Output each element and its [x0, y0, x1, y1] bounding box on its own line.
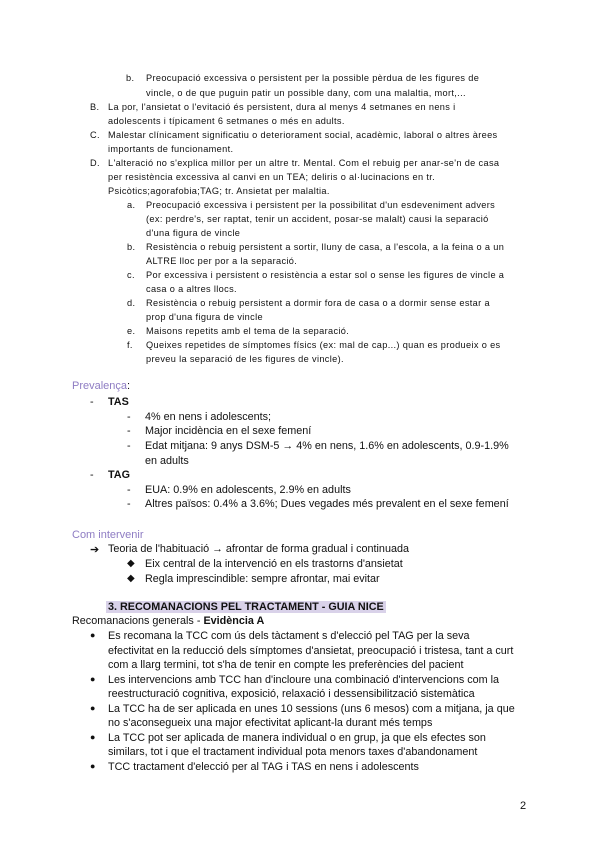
criterion-text: vincle, o de que puguin patir un possible dany, com una malaltia, mort,...	[146, 88, 466, 98]
criterion-text: adolescents i típicament 6 setmanes o més en adults.	[108, 116, 345, 126]
tas-label: TAS	[108, 396, 129, 408]
list-marker: D.	[90, 158, 100, 168]
criterion-text: casa o a altres llocs.	[146, 284, 237, 294]
prevalenca-heading: Prevalença:	[72, 380, 131, 392]
dash-marker: -	[127, 484, 131, 496]
bullet-marker: ●	[90, 674, 96, 684]
list-marker: b.	[126, 73, 135, 83]
list-marker: C.	[90, 130, 100, 140]
list-item: Les intervencions amb TCC han d'incloure una combinació d'intervencions com la	[108, 674, 500, 686]
recomanacions-subheading: Recomanacions generals - Evidència A	[72, 615, 265, 627]
list-item: Edat mitjana: 9 anys DSM-5 → 4% en nens, 1.6% en adolescents, 0.9-1.9%	[145, 440, 509, 452]
dash-marker: -	[127, 498, 131, 510]
list-item: Teoria de l'habituació → afrontar de forma gradual i continuada	[108, 543, 409, 555]
list-marker: c.	[127, 270, 135, 280]
list-item: Regla imprescindible: sempre afrontar, mai evitar	[145, 573, 380, 585]
criterion-text: Resistència o rebuig persistent a dormir fora de casa o a dormir sense estar a	[146, 298, 490, 308]
page-number: 2	[520, 800, 527, 812]
criterion-text: L'alteració no s'explica millor per un altre tr. Mental. Com el rebuig per anar-se'n de casa	[108, 158, 500, 168]
list-item: Major incidència en el sexe femení	[145, 425, 312, 437]
criterion-text: Por excessiva i persistent o resistència a estar sol o sense les figures de vincle a	[146, 270, 505, 280]
list-item: en adults	[145, 455, 189, 467]
list-marker: f.	[127, 340, 133, 350]
list-marker: a.	[127, 200, 136, 210]
criterion-text: ALTRE lloc per por a la separació.	[146, 256, 298, 266]
criterion-text: Preocupació excessiva i persistent per la possibilitat d'un esdeveniment advers	[146, 200, 496, 210]
diamond-icon: ◆	[127, 573, 135, 584]
dash-marker: -	[127, 440, 131, 452]
criterion-text: Resistència o rebuig persistent a sortir, lluny de casa, a l'escola, a la feina o a un	[146, 242, 505, 252]
criterion-text: La por, l'ansietat o l'evitació és persistent, dura al menys 4 setmanes en nens i	[108, 102, 456, 112]
list-marker: B.	[90, 102, 100, 112]
list-item: similars, tot i que el tractament individual pota menors taxes d'abandonament	[108, 746, 478, 758]
dash-marker: -	[127, 411, 131, 423]
list-item: La TCC ha de ser aplicada en unes 10 sessions (uns 6 mesos) com a mitjana, ja que	[108, 703, 515, 715]
dash-marker: -	[127, 425, 131, 437]
bullet-marker: ●	[90, 732, 96, 742]
criterion-text: Preocupació excessiva o persistent per la possible pèrdua de les figures de	[146, 73, 480, 83]
diamond-icon: ◆	[127, 558, 135, 569]
dash-marker: -	[90, 469, 94, 481]
list-item: Eix central de la intervenció en els trastorns d'ansietat	[145, 558, 403, 570]
list-item: 4% en nens i adolescents;	[145, 411, 272, 423]
dash-marker: -	[90, 396, 94, 408]
intervenir-heading: Com intervenir	[72, 529, 144, 541]
list-item: reestructuració cognitiva, exposició, relaxació i dessensibilització sistemàtica	[108, 688, 475, 700]
criterion-text: (ex: perdre's, ser raptat, tenir un accident, posar-se malalt) causi la separació	[146, 214, 489, 224]
list-item: Es recomana la TCC com ús dels tàctament s d'elecció pel TAG per la seva	[108, 630, 470, 642]
criterion-text: Queixes repetides de símptomes físics (ex: mal de cap...) quan es produeix o es	[146, 340, 501, 350]
bullet-marker: ●	[90, 703, 96, 713]
bullet-marker: ●	[90, 761, 96, 771]
list-item: no s'aconsegueix una major efectivitat aplicant-la durant més temps	[108, 717, 433, 729]
list-item: efectivitat en la reducció dels símptomes d'ansietat, preocupació i tristesa, tant a curt	[108, 645, 514, 657]
list-item: Altres països: 0.4% a 3.6%; Dues vegades més prevalent en el sexe femení	[145, 498, 509, 510]
list-item: TCC tractament d'elecció per al TAG i TAS en nens i adolescents	[108, 761, 419, 773]
criterion-text: importants de funcionament.	[108, 144, 234, 154]
criterion-text: d'una figura de vincle	[146, 228, 241, 238]
list-marker: d.	[127, 298, 136, 308]
list-item: La TCC pot ser aplicada de manera individual o en grup, ja que els efectes son	[108, 732, 486, 744]
list-marker: b.	[127, 242, 136, 252]
criterion-text: preveu la separació de les figures de vincle).	[146, 354, 344, 364]
section-title: 3. RECOMANACIONS PEL TRACTAMENT - GUIA NICE	[108, 601, 384, 613]
list-item: EUA: 0.9% en adolescents, 2.9% en adults	[145, 484, 351, 496]
criterion-text: prop d'una figura de vincle	[146, 312, 263, 322]
criterion-text: per resistència excessiva al canvi en un TEA; deliris o al·lucinacions en tr.	[108, 172, 436, 182]
arrow-icon: ➔	[90, 544, 100, 556]
bullet-marker: ●	[90, 630, 96, 640]
list-marker: e.	[127, 326, 136, 336]
criterion-text: Maisons repetits amb el tema de la separació.	[146, 326, 350, 336]
criterion-text: Malestar clínicament significatiu o deteriorament social, acadèmic, laboral o altres àrees	[108, 130, 498, 140]
criterion-text: Psicòtics;agorafobia;TAG; tr. Ansietat per malaltia.	[108, 186, 330, 196]
tag-label: TAG	[108, 469, 130, 481]
list-item: com a llarg termini, tot s'ha de tenir en compte les preferències del pacient	[108, 659, 464, 671]
